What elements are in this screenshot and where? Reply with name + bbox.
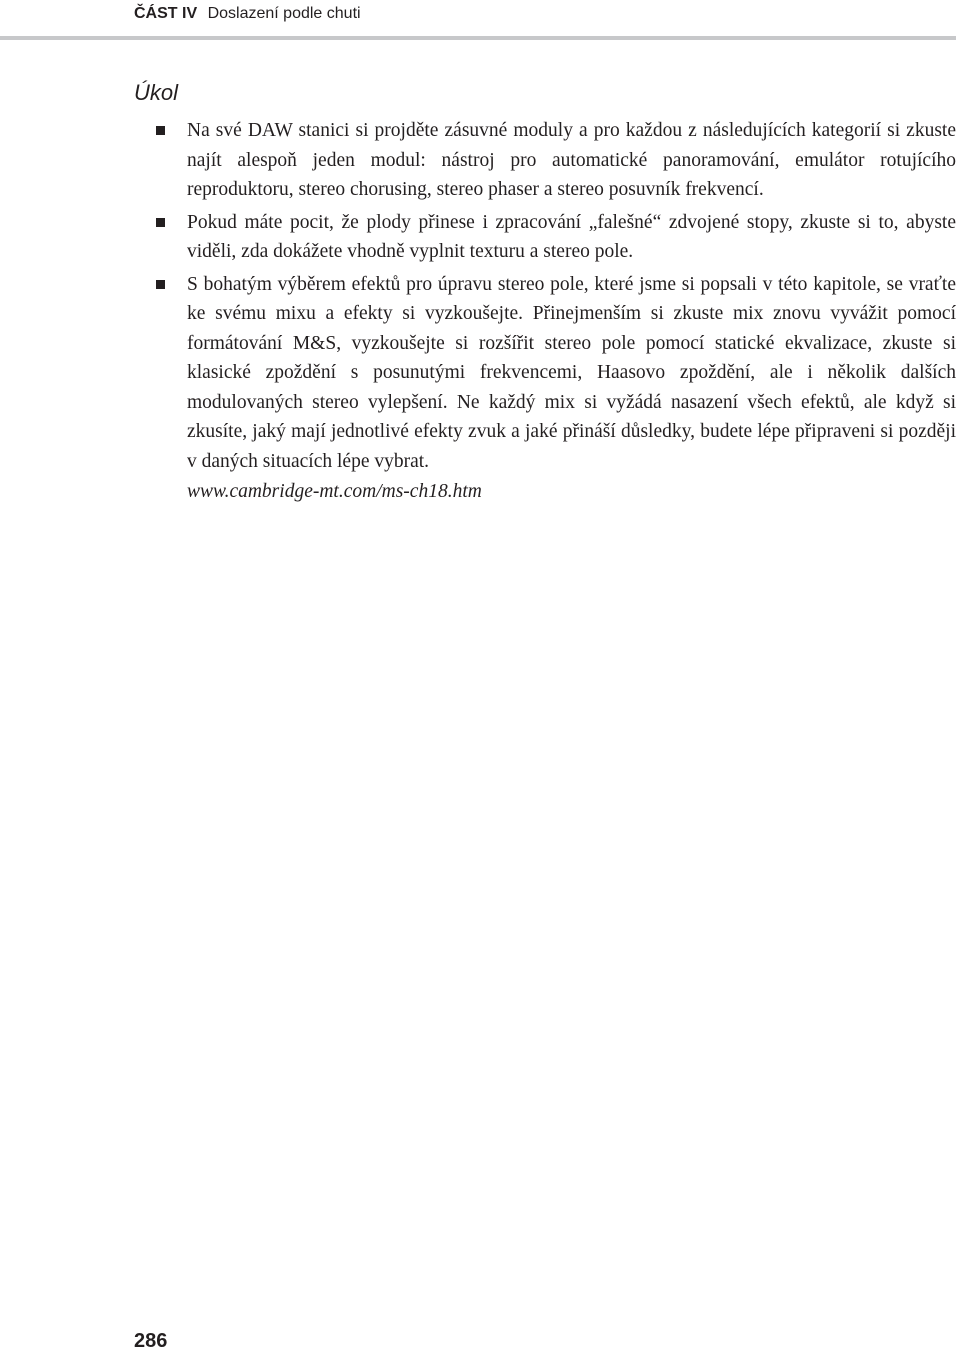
- list-item-text: S bohatým výběrem efektů pro úpravu stereo pole, které jsme si popsali v této kapitole, se vraťte ke svému mixu a efekty si vyzkoušejte. Přinejmenším si zkuste mix znovu vyvážit pomocí formátování M&S, vyzkoušejte si rozšířit stereo pole pomocí statické ekvalizace, zkuste si klasické zpoždění s posunutými frekvencemi, Haasovo zpoždění, ale i několik dalších modulovaných stereo vylepšení. Ne každý mix si vyžádá nasazení všech efektů, ale když si zkusíte, jaký mají jednotlivé efekty zvuk a jaké přináší důsledky, budete lépe připraveni si později v daných situacích lépe vybrat.: [187, 273, 956, 472]
- resource-link[interactable]: www.cambridge-mt.com/ms-ch18.htm: [187, 481, 482, 502]
- list-item: [134, 208, 956, 267]
- running-head-chapter: Doslazení podle chuti: [207, 5, 361, 22]
- list-item-text: Na své DAW stanici si projděte zásuvné moduly a pro každou z následujících kategorií si zkuste najít alespoň jeden modul: nástroj pro automatické panoramování, emulátor rotujícího reproduktoru, stereo chorusing, stereo phaser a stereo posuvník frekvencí.: [187, 120, 956, 200]
- square-bullet-icon: [156, 218, 165, 227]
- square-bullet-icon: [156, 280, 165, 289]
- list-item: [134, 270, 956, 507]
- list-item-text: Pokud máte pocit, že plody přinese i zpracování „falešné“ zdvojené stopy, zkuste si to, abyste viděli, zda dokážete vhodně vyplnit texturu a stereo pole.: [187, 211, 956, 262]
- running-head-part: ČÁST IV: [134, 5, 198, 22]
- square-bullet-icon: [156, 126, 165, 135]
- header-divider: [0, 36, 956, 40]
- section-title: Úkol: [134, 80, 179, 105]
- task-list: [134, 116, 956, 510]
- running-head: [134, 3, 361, 25]
- list-item: [134, 116, 956, 205]
- page-number: 286: [134, 1330, 168, 1352]
